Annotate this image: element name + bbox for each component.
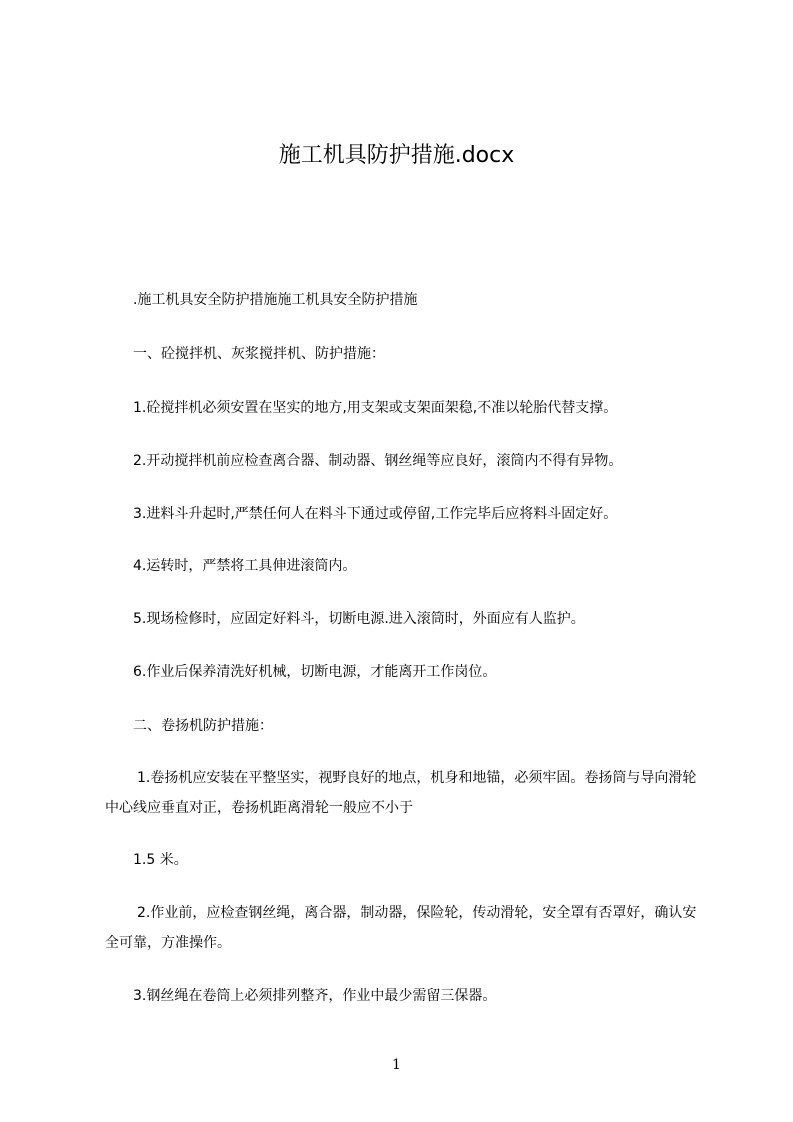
paragraph-item: 5.现场检修时，应固定好料斗，切断电源.进入滚筒时，外面应有人监护。: [133, 611, 585, 627]
section-heading-hoist: 二、卷扬机防护措施：: [133, 718, 273, 734]
paragraph-heading-intro: .施工机具安全防护措施施工机具安全防护措施: [133, 292, 418, 308]
paragraph-item: 1.砼搅拌机必须安置在坚实的地方,用支架或支架面架稳,不准以轮胎代替支撑。: [133, 400, 618, 416]
page-number: 1: [392, 1057, 401, 1073]
document-title: 施工机具防护措施.docx: [278, 143, 515, 168]
section-heading-mixer: 一、砼搅拌机、灰浆搅拌机、防护措施：: [133, 346, 385, 362]
paragraph-item: 3.进料斗升起时,严禁任何人在料斗下通过或停留,工作完毕后应将料斗固定好。: [133, 506, 618, 522]
paragraph-item-wrapped: 1.卷扬机应安装在平整坚实，视野良好的地点，机身和地锚，必须牢固。卷扬筒与导向滑轮中心线应垂直对正，卷扬机距离滑轮一般应不小于: [105, 770, 697, 816]
paragraph-item: 2.开动搅拌机前应检查离合器、制动器、钢丝绳等应良好，滚筒内不得有异物。: [133, 453, 623, 469]
paragraph-item: 3.钢丝绳在卷筒上必须排列整齐，作业中最少需留三保器。: [133, 988, 497, 1004]
paragraph-item-wrapped: 2.作业前，应检查钢丝绳，离合器，制动器，保险轮，传动滑轮，安全罩有否罩好，确认安全可靠，方准操作。: [105, 905, 697, 951]
paragraph-continuation: 1.5 米。: [133, 852, 188, 868]
paragraph-item: 6.作业后保养清洗好机械，切断电源，才能离开工作岗位。: [133, 664, 497, 680]
paragraph-item: 4.运转时，严禁将工具伸进滚筒内。: [133, 558, 357, 574]
